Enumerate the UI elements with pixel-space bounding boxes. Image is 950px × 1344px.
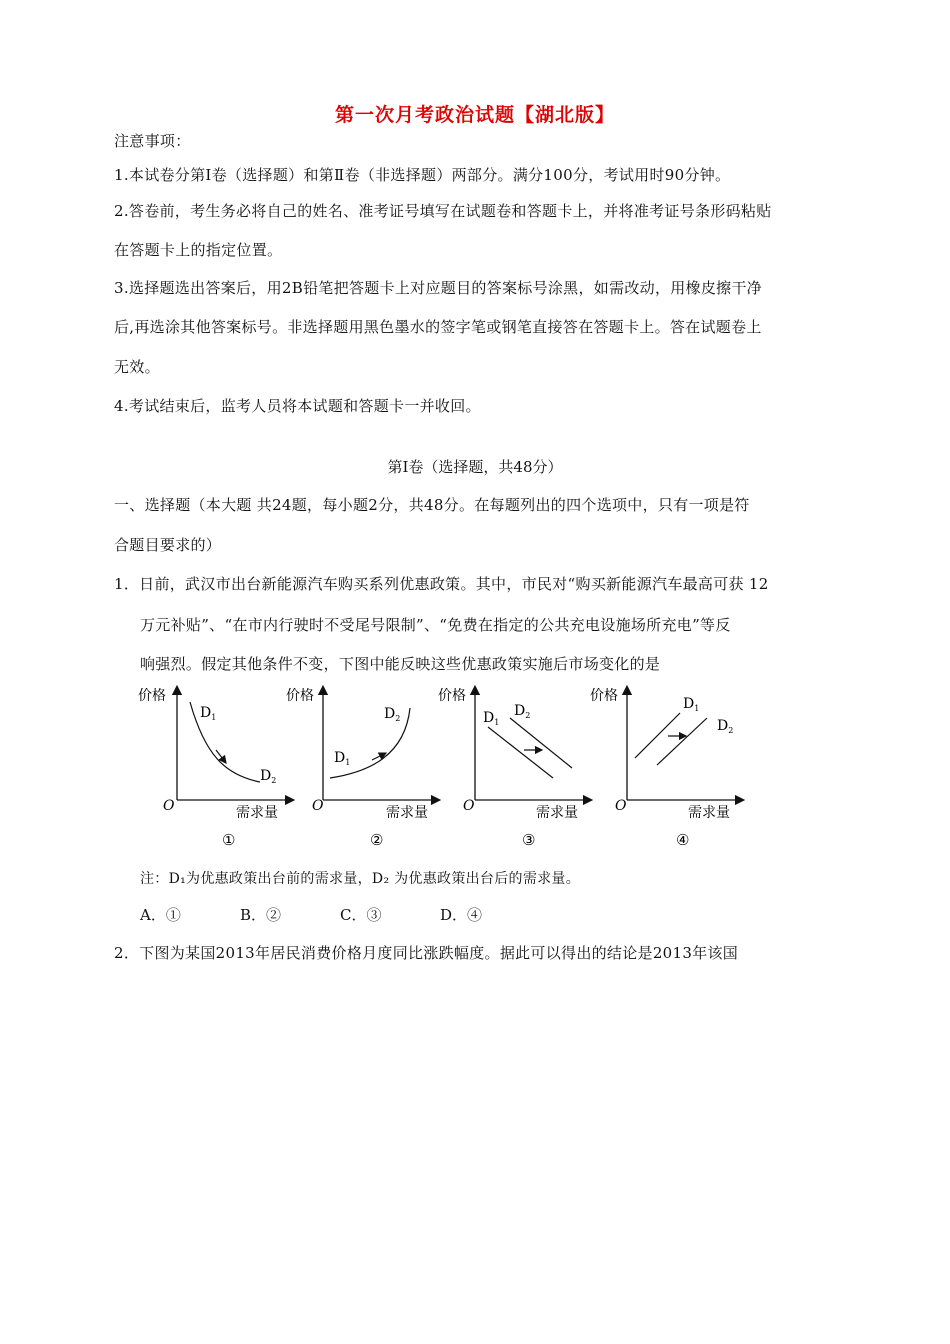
q1-line-1: 1．日前，武汉市出台新能源汽车购买系列优惠政策。其中，市民对“购买新能源汽车最高可获 12 [114,575,769,593]
d1-label: $D_1$ [683,696,700,713]
diagram-2 [286,687,436,849]
option-d[interactable]: D．④ [440,906,483,924]
d2-label: $D_2$ [384,706,401,723]
diagram-label-3: ③ [522,831,536,849]
q1-line-2: 万元补贴”、“在市内行驶时不受尾号限制”、“免费在指定的公共充电设施场所充电”等反 [140,616,731,634]
y-axis-label: 价格 [590,688,618,704]
d1-label: $D_1$ [334,750,351,767]
diagram-label-4: ④ [676,831,690,849]
x-axis-label: 需求量 [536,805,578,821]
y-axis-label: 价格 [438,688,466,704]
origin-label: O [463,798,475,814]
notice-item-3-line-2: 后,再选涂其他答案标号。非选择题用黑色墨水的签字笔或钢笔直接答在答题卡上。答在试题卷上 [114,318,762,336]
diagram-label-1: ① [222,831,236,849]
q1-line-3: 响强烈。假定其他条件不变，下图中能反映这些优惠政策实施后市场变化的是 [140,655,661,673]
diagram-4 [590,687,740,849]
diagram-3 [438,687,588,849]
x-axis-label: 需求量 [688,805,730,821]
origin-label: O [312,798,324,814]
notice-item-2-line-2: 在答题卡上的指定位置。 [114,241,283,259]
x-axis-label: 需求量 [386,805,428,821]
q2-line-1: 2．下图为某国2013年居民消费价格月度同比涨跌幅度。据此可以得出的结论是2013年该国 [114,944,739,962]
notice-item-1: 1.本试卷分第Ⅰ卷（选择题）和第Ⅱ卷（非选择题）两部分。满分100分，考试用时90分钟。 [114,166,731,184]
x-axis-label: 需求量 [236,805,278,821]
diagram-label-2: ② [370,831,384,849]
origin-label: O [163,798,175,814]
q1-note: 注：D₁为优惠政策出台前的需求量，D₂ 为优惠政策出台后的需求量。 [140,871,581,887]
d1-label: $D_1$ [483,710,500,727]
origin-label: O [615,798,627,814]
q1-options [140,904,540,925]
option-a[interactable]: A．① [140,906,181,924]
d1-label: $D_1$ [200,705,217,722]
d2-label: $D_2$ [514,703,531,720]
notice-item-3-line-1: 3.选择题选出答案后，用2B铅笔把答题卡上对应题目的答案标号涂黑，如需改动，用橡皮擦干净 [114,279,763,297]
notice-item-2-line-1: 2.答卷前，考生务必将自己的姓名、准考证号填写在试题卷和答题卡上，并将准考证号条形码粘贴 [114,202,772,220]
d2-label: $D_2$ [260,768,277,785]
section-intro-line-1: 一、选择题（本大题 共24题，每小题2分，共48分。在每题列出的四个选项中，只有一项是符 [114,496,750,514]
section-title: 第Ⅰ卷（选择题，共48分） [387,458,563,476]
y-axis-label: 价格 [286,688,314,704]
demand-curve-diagrams [130,680,770,855]
section-intro-line-2: 合题目要求的） [114,536,222,554]
diagram-1 [138,687,290,849]
notice-item-4: 4.考试结束后，监考人员将本试题和答题卡一并收回。 [114,397,481,415]
y-axis-label: 价格 [138,688,166,704]
option-c[interactable]: C．③ [340,906,382,924]
option-b[interactable]: B．② [240,906,282,924]
d2-label: $D_2$ [717,718,734,735]
page-title: 第一次月考政治试题【湖北版】 [334,104,615,126]
notice-item-3-line-3: 无效。 [114,358,160,376]
notice-heading: 注意事项： [114,132,191,150]
